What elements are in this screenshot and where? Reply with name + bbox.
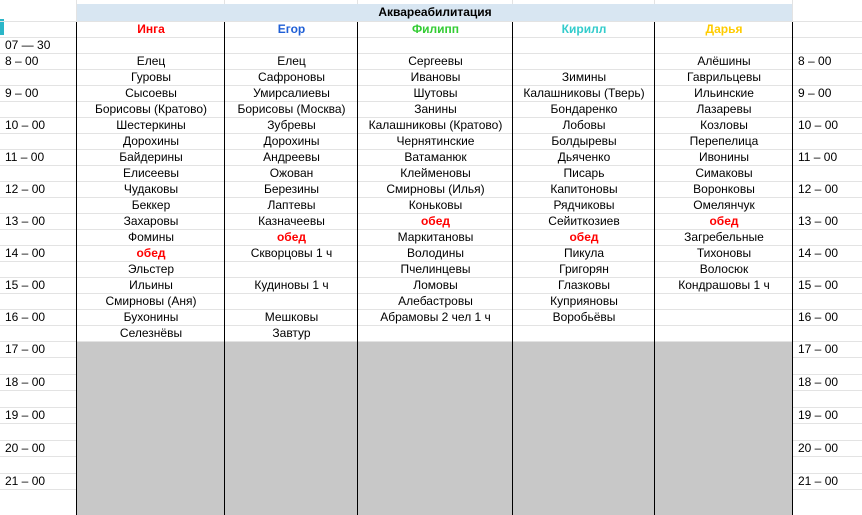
- schedule-cell[interactable]: [513, 325, 655, 341]
- time-label[interactable]: 15 – 00: [5, 278, 46, 292]
- time-label-right[interactable]: [793, 197, 862, 213]
- column-header-inga[interactable]: Инга: [137, 22, 165, 36]
- time-label-right[interactable]: 15 – 00: [798, 278, 839, 292]
- column-divider: [76, 21, 77, 515]
- lunch-cell[interactable]: обед: [709, 214, 739, 228]
- schedule-cell[interactable]: Ивонины: [698, 150, 750, 164]
- time-label-right[interactable]: 13 – 00: [798, 214, 839, 228]
- schedule-cell[interactable]: Чудаковы: [123, 182, 179, 196]
- time-label[interactable]: [0, 133, 77, 149]
- schedule-cell[interactable]: Капитоновы: [550, 182, 618, 196]
- schedule-cell[interactable]: Писарь: [563, 166, 605, 180]
- schedule-cell[interactable]: Гуровы: [131, 70, 171, 84]
- grid-line: [792, 0, 793, 21]
- schedule-cell[interactable]: Зубревы: [267, 118, 316, 132]
- schedule-cell[interactable]: Мешковы: [264, 310, 319, 324]
- time-label[interactable]: [0, 165, 77, 181]
- schedule-cell[interactable]: Ильины: [129, 278, 173, 292]
- grid-line: [0, 456, 77, 457]
- schedule-cell[interactable]: Алебастровы: [398, 294, 473, 308]
- schedule-cell[interactable]: [225, 37, 358, 53]
- schedule-cell[interactable]: Козловы: [700, 118, 748, 132]
- empty-evening-area: [77, 341, 793, 515]
- column-header-egor[interactable]: Егор: [277, 22, 306, 36]
- time-label[interactable]: 8 – 00: [5, 54, 39, 68]
- schedule-cell[interactable]: Ивановы: [410, 70, 461, 84]
- schedule-cell[interactable]: Сейиткозиев: [548, 214, 620, 228]
- schedule-cell[interactable]: Беккер: [131, 198, 171, 212]
- grid-line: [793, 456, 862, 457]
- schedule-cell[interactable]: Клейменовы: [400, 166, 471, 180]
- grid-line: [224, 0, 225, 4]
- schedule-cell[interactable]: Рядчиковы: [553, 198, 615, 212]
- lunch-cell[interactable]: обед: [136, 246, 166, 260]
- schedule-cell[interactable]: Алёшины: [697, 54, 751, 68]
- column-header-darya[interactable]: Дарья: [705, 22, 743, 36]
- schedule-cell[interactable]: Пикула: [563, 246, 605, 260]
- schedule-cell[interactable]: Загребельные: [684, 230, 764, 244]
- schedule-cell[interactable]: [655, 293, 793, 309]
- schedule-cell[interactable]: [655, 37, 793, 53]
- time-label[interactable]: [0, 293, 77, 309]
- time-label-right[interactable]: [793, 165, 862, 181]
- schedule-cell[interactable]: Шестеркины: [116, 118, 186, 132]
- grid-line: [0, 341, 862, 342]
- schedule-cell[interactable]: [225, 293, 358, 309]
- schedule-cell[interactable]: Воронковы: [693, 182, 755, 196]
- time-label-right[interactable]: 12 – 00: [798, 182, 839, 196]
- schedule-cell[interactable]: [655, 325, 793, 341]
- schedule-cell[interactable]: Ватаманюк: [404, 150, 467, 164]
- grid-line: [0, 357, 77, 358]
- column-divider: [792, 21, 793, 515]
- schedule-cell[interactable]: Лобовы: [562, 118, 606, 132]
- schedule-cell[interactable]: Смирновы (Аня): [105, 294, 197, 308]
- schedule-cell[interactable]: Казначеевы: [258, 214, 325, 228]
- time-label[interactable]: 12 – 00: [5, 182, 46, 196]
- time-label[interactable]: 11 – 00: [5, 150, 45, 164]
- schedule-cell[interactable]: Зимины: [561, 70, 607, 84]
- lunch-cell[interactable]: обед: [569, 230, 599, 244]
- time-label-right[interactable]: [793, 261, 862, 277]
- schedule-cell[interactable]: Скворцовы 1 ч: [250, 246, 333, 260]
- schedule-cell[interactable]: Дорохины: [122, 134, 180, 148]
- time-label[interactable]: [0, 229, 77, 245]
- schedule-cell[interactable]: Эльстер: [127, 262, 175, 276]
- column-divider: [357, 21, 358, 515]
- time-label-right[interactable]: 11 – 00: [798, 150, 838, 164]
- time-label[interactable]: 9 – 00: [5, 86, 39, 100]
- schedule-cell[interactable]: Борисовы (Москва): [237, 102, 346, 116]
- lunch-cell[interactable]: обед: [276, 230, 307, 244]
- schedule-cell[interactable]: Смирновы (Илья): [386, 182, 485, 196]
- time-label-right[interactable]: [793, 133, 862, 149]
- schedule-cell[interactable]: Ожован: [269, 166, 314, 180]
- schedule-cell[interactable]: Маркитановы: [397, 230, 474, 244]
- schedule-cell[interactable]: Коньковы: [408, 198, 463, 212]
- schedule-cell[interactable]: Березины: [263, 182, 320, 196]
- schedule-cell[interactable]: Дорохины: [263, 134, 320, 148]
- time-label[interactable]: 20 – 00: [5, 441, 46, 455]
- time-label[interactable]: 10 – 00: [5, 118, 46, 132]
- schedule-cell[interactable]: [358, 37, 513, 53]
- time-label-right[interactable]: [793, 69, 862, 85]
- grid-line: [0, 489, 77, 490]
- schedule-cell[interactable]: [358, 325, 513, 341]
- time-label[interactable]: 18 – 00: [5, 375, 46, 389]
- schedule-cell[interactable]: Завтур: [272, 326, 311, 340]
- time-label-right[interactable]: 18 – 00: [798, 375, 839, 389]
- time-label[interactable]: [0, 261, 77, 277]
- schedule-cell[interactable]: Борисовы (Кратово): [94, 102, 208, 116]
- grid-line: [0, 390, 77, 391]
- time-label[interactable]: [0, 101, 77, 117]
- schedule-cell[interactable]: Омелянчук: [693, 198, 755, 212]
- schedule-cell[interactable]: Волосюк: [699, 262, 749, 276]
- time-label[interactable]: [0, 325, 77, 341]
- schedule-cell[interactable]: Абрамовы 2 чел 1 ч: [380, 310, 491, 324]
- schedule-cell[interactable]: Селезнёвы: [119, 326, 183, 340]
- schedule-cell[interactable]: Сергеевы: [408, 54, 463, 68]
- schedule-cell[interactable]: Фомины: [127, 230, 174, 244]
- time-label[interactable]: 16 – 00: [5, 310, 46, 324]
- schedule-cell[interactable]: Володины: [407, 246, 464, 260]
- time-label-right[interactable]: 8 – 00: [798, 54, 832, 68]
- grid-line: [357, 0, 358, 4]
- grid-line: [0, 21, 862, 22]
- schedule-cell[interactable]: Елисеевы: [122, 166, 180, 180]
- column-divider: [512, 21, 513, 515]
- schedule-cell[interactable]: Калашниковы (Тверь): [523, 86, 645, 100]
- schedule-cell[interactable]: Лазаревы: [696, 102, 752, 116]
- grid-line: [793, 357, 862, 358]
- schedule-cell[interactable]: Глазковы: [558, 278, 610, 292]
- schedule-cell[interactable]: Воробьёвы: [552, 310, 616, 324]
- schedule-cell[interactable]: Елец: [277, 54, 306, 68]
- time-label-right[interactable]: [793, 37, 862, 53]
- time-label[interactable]: 19 – 00: [5, 408, 46, 422]
- schedule-cell[interactable]: Тихоновы: [696, 246, 752, 260]
- schedule-cell[interactable]: Пчелинцевы: [400, 262, 471, 276]
- grid-line: [793, 390, 862, 391]
- time-label-right[interactable]: 10 – 00: [798, 118, 839, 132]
- time-label[interactable]: 14 – 00: [5, 246, 46, 260]
- grid-line: [654, 0, 655, 4]
- schedule-cell[interactable]: Перепелица: [689, 134, 759, 148]
- schedule-cell[interactable]: Байдерины: [119, 150, 183, 164]
- schedule-cell[interactable]: Симаковы: [695, 166, 753, 180]
- time-label[interactable]: 21 – 00: [5, 474, 46, 488]
- time-label-right[interactable]: 9 – 00: [798, 86, 832, 100]
- schedule-cell[interactable]: Кудиновы 1 ч: [254, 278, 329, 292]
- column-header-filipp[interactable]: Филипп: [411, 22, 460, 36]
- time-label[interactable]: 07 — 30: [5, 38, 51, 52]
- schedule-cell[interactable]: Болдыревы: [551, 134, 617, 148]
- time-label-right[interactable]: 21 – 00: [798, 474, 839, 488]
- time-label-right[interactable]: [793, 229, 862, 245]
- schedule-cell[interactable]: Дьяченко: [557, 150, 611, 164]
- schedule-cell[interactable]: Лаптевы: [267, 198, 316, 212]
- grid-line: [793, 489, 862, 490]
- grid-line: [512, 0, 513, 4]
- schedule-cell[interactable]: Бухонины: [123, 310, 179, 324]
- schedule-cell[interactable]: Чернятинские: [396, 134, 475, 148]
- time-label[interactable]: 17 – 00: [5, 342, 46, 356]
- time-label[interactable]: 13 – 00: [5, 214, 46, 228]
- schedule-cell[interactable]: Гаврильцевы: [687, 70, 761, 84]
- time-label-right[interactable]: 19 – 00: [798, 408, 839, 422]
- sheet-title[interactable]: Аквареабилитация: [77, 4, 793, 21]
- time-label-right[interactable]: 16 – 00: [798, 310, 839, 324]
- schedule-cell[interactable]: [513, 37, 655, 53]
- grid-line: [793, 423, 862, 424]
- time-label-right[interactable]: 20 – 00: [798, 441, 839, 455]
- schedule-cell[interactable]: Сысоевы: [125, 86, 177, 100]
- grid-line: [0, 423, 77, 424]
- time-label-right[interactable]: 17 – 00: [798, 342, 839, 356]
- schedule-cell[interactable]: Ломовы: [413, 278, 458, 292]
- schedule-cell[interactable]: [77, 37, 225, 53]
- schedule-cell[interactable]: Умирсалиевы: [253, 86, 330, 100]
- time-label[interactable]: [0, 197, 77, 213]
- schedule-cell[interactable]: [513, 53, 655, 69]
- time-label-right[interactable]: 14 – 00: [798, 246, 839, 260]
- schedule-cell[interactable]: Калашниковы (Кратово): [368, 118, 503, 132]
- grid-line: [76, 0, 77, 21]
- column-header-kirill[interactable]: Кирилл: [561, 22, 607, 36]
- column-divider: [224, 21, 225, 515]
- time-label-right[interactable]: [793, 325, 862, 341]
- schedule-cell[interactable]: Куприяновы: [550, 294, 618, 308]
- lunch-cell[interactable]: обед: [420, 214, 451, 228]
- schedule-cell[interactable]: Шутовы: [413, 86, 458, 100]
- schedule-cell[interactable]: [655, 309, 793, 325]
- schedule-cell[interactable]: Захаровы: [123, 214, 179, 228]
- schedule-cell[interactable]: Ильинские: [694, 86, 754, 100]
- time-label-right[interactable]: [793, 293, 862, 309]
- time-label-right[interactable]: [793, 101, 862, 117]
- schedule-cell[interactable]: Григорян: [559, 262, 609, 276]
- schedule-cell[interactable]: Сафроновы: [258, 70, 325, 84]
- schedule-cell[interactable]: Елец: [136, 54, 166, 68]
- schedule-cell[interactable]: Занины: [414, 102, 457, 116]
- schedule-cell[interactable]: Андреевы: [263, 150, 320, 164]
- schedule-cell[interactable]: Кондрашовы 1 ч: [678, 278, 770, 292]
- schedule-cell[interactable]: Бондаренко: [550, 102, 618, 116]
- column-divider: [654, 21, 655, 515]
- schedule-cell[interactable]: [225, 261, 358, 277]
- time-label[interactable]: [0, 69, 77, 85]
